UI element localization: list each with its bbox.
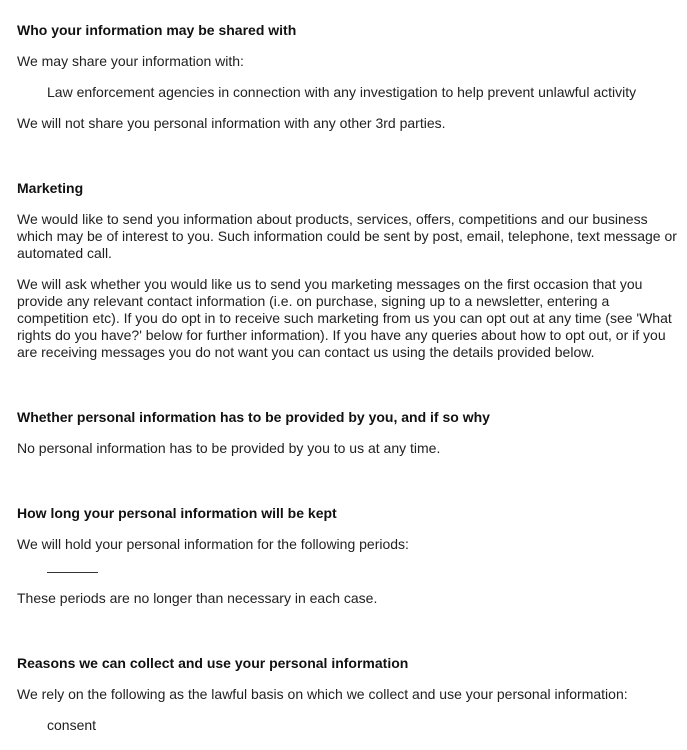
section-reasons <box>17 655 677 734</box>
section-spacer <box>17 375 677 409</box>
section-spacer <box>17 146 677 180</box>
section-text: We may share your information with: <box>17 53 244 69</box>
section-retention <box>17 505 677 607</box>
list-item: Law enforcement agencies in connection with any investigation to help prevent unlawful activity <box>47 84 637 100</box>
section-sharing <box>17 22 677 132</box>
section-heading: Marketing <box>17 180 84 196</box>
section-text: We would like to send you information about products, services, offers, competitions and our business which may be of interest to you. Such information could be sent by post, email, telephone, text message or automated call. <box>17 211 677 261</box>
section-text: We will not share you personal information with any other 3rd parties. <box>17 115 446 131</box>
section-text: We rely on the following as the lawful basis on which we collect and use your personal information: <box>17 686 628 702</box>
section-heading: Reasons we can collect and use your personal information <box>17 655 409 671</box>
section-spacer <box>17 621 677 655</box>
section-marketing <box>17 180 677 361</box>
section-spacer <box>17 471 677 505</box>
section-heading: Whether personal information has to be provided by you, and if so why <box>17 409 490 425</box>
section-heading: Who your information may be shared with <box>17 22 297 38</box>
blank-underline <box>47 572 98 573</box>
list-item: consent <box>47 717 97 733</box>
section-heading: How long your personal information will be kept <box>17 505 337 521</box>
section-text: These periods are no longer than necessary in each case. <box>17 590 378 606</box>
section-text: We will ask whether you would like us to send you marketing messages on the first occasion that you provide any relevant contact information (i.e. on purchase, signing up to a newsletter, entering a competition etc). If you do opt in to receive such marketing from us you can opt out at any time (see 'What rights do you have?' below for further information). If you have any queries about how to opt out, or if you are receiving messages you do not want you can contact us using the details provided below. <box>17 276 672 360</box>
section-text: We will hold your personal information for the following periods: <box>17 536 409 552</box>
section-required <box>17 409 677 457</box>
section-text: No personal information has to be provided by you to us at any time. <box>17 440 441 456</box>
